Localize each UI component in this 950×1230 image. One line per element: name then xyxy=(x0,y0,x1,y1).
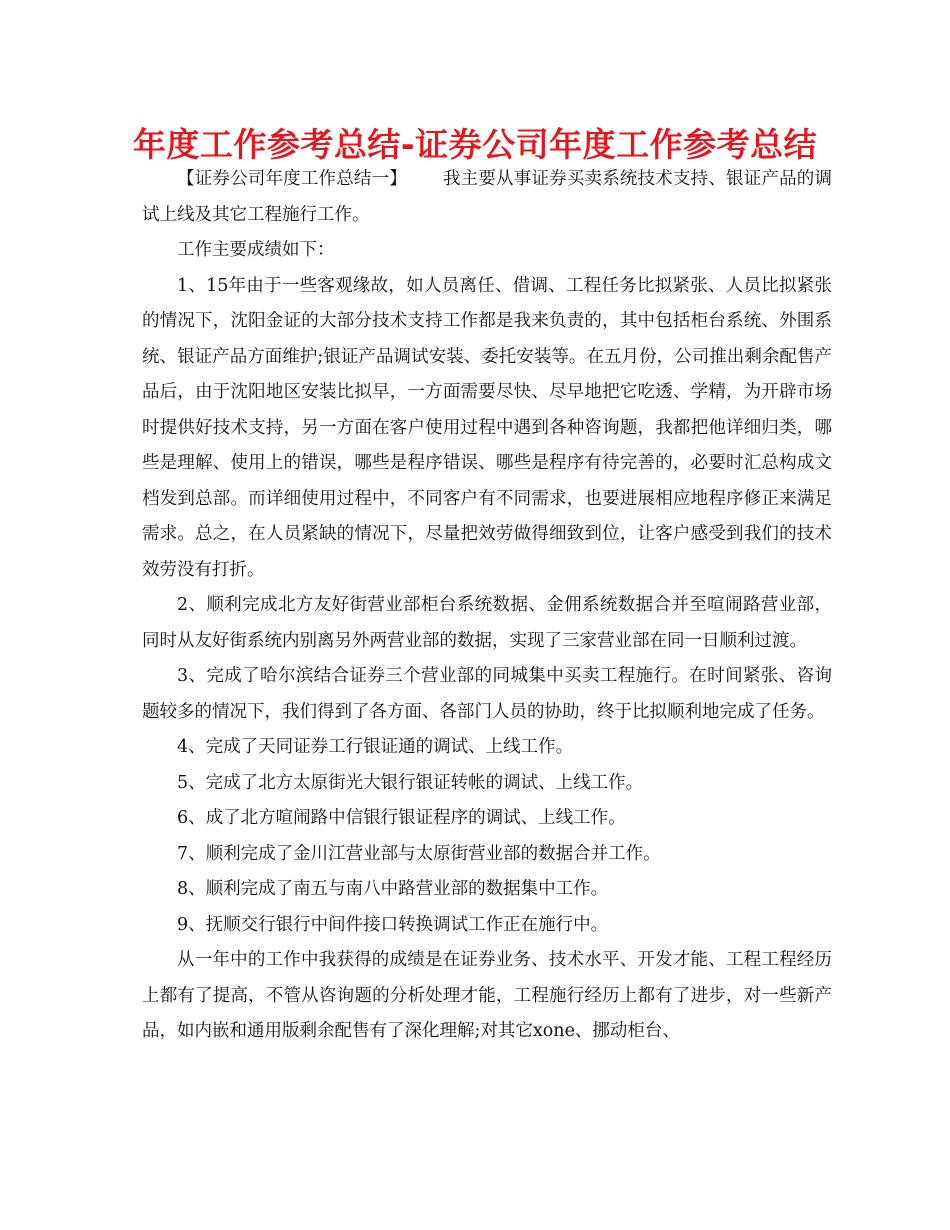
paragraph-item-8: 8、顺利完成了南五与南八中路营业部的数据集中工作。 xyxy=(177,879,609,899)
paragraph-item-2: 2、顺利完成北方友好街营业部柜台系统数据、金佣系统数据合并至喧闹路营业部，同时从友好街系统内别离另外两营业部的数据，实现了三家营业部在同一日顺利过渡。 xyxy=(142,595,832,651)
document-title: 年度工作参考总结-证券公司年度工作参考总结 xyxy=(132,125,818,164)
paragraph-item-1: 1、15年由于一些客观缘故，如人员离任、借调、工程任务比拟紧张、人员比拟紧张的情况下，沈阳金证的大部分技术支持工作都是我来负责的，其中包括柜台系统、外围系统、银证产品方面维护;银证产品调试安装、委托安装等。在五月份，公司推出剩余配售产品后，由于沈阳地区安装比拟早，一方面需要尽快、尽早地把它吃透、学精，为开辟市场时提供好技术支持，另一方面在客户使用过程中遇到各种咨询题，我都把他详细归类，哪些是理解、使用上的错误，哪些是程序错误、哪些是程序有待完善的，必要时汇总构成文档发到总部。而详细使用过程中，不同客户有不同需求，也要进展相应地程序修正来满足需求。总之，在人员紧缺的情况下，尽量把效劳做得细致到位，让客户感受到我们的技术效劳没有打折。 xyxy=(142,275,832,580)
intro-paragraph xyxy=(142,162,832,233)
paragraph-item-9: 9、抚顺交行银行中间件接口转换调试工作正在施行中。 xyxy=(177,914,609,935)
document-body xyxy=(142,162,832,1050)
paragraph-item-6: 6、成了北方喧闹路中信银行银证程序的调试、上线工作。 xyxy=(177,808,626,828)
intro-lead: 【证券公司年度工作总结一】 xyxy=(177,169,407,189)
paragraph-summary: 从一年中的工作中我获得的成绩是在证券业务、技术水平、开发才能、工程工程经历上都有了提高，不管从咨询题的分析处理才能，工程施行经历上都有了进步，对一些新产品，如内嵌和通用版剩余配售有了深化理解;对其它xone、挪动柜台、 xyxy=(142,950,832,1041)
paragraph-item-5: 5、完成了北方太原街光大银行银证转帐的调试、上线工作。 xyxy=(177,772,644,793)
paragraph-item-3: 3、完成了哈尔滨结合证券三个营业部的同城集中买卖工程施行。在时间紧张、咨询题较多的情况下，我们得到了各方面、各部门人员的协助，终于比拟顺利地完成了任务。 xyxy=(142,666,832,722)
paragraph-item-7: 7、顺利完成了金川江营业部与太原街营业部的数据合并工作。 xyxy=(177,843,661,864)
intro-text: 我主要从事证券买卖系统技术支持、银证产品的调试上线及其它工程施行工作。 xyxy=(142,169,832,225)
paragraph-item-4: 4、完成了天同证券工行银证通的调试、上线工作。 xyxy=(177,737,574,757)
paragraph-achievements-heading: 工作主要成绩如下： xyxy=(177,240,335,260)
